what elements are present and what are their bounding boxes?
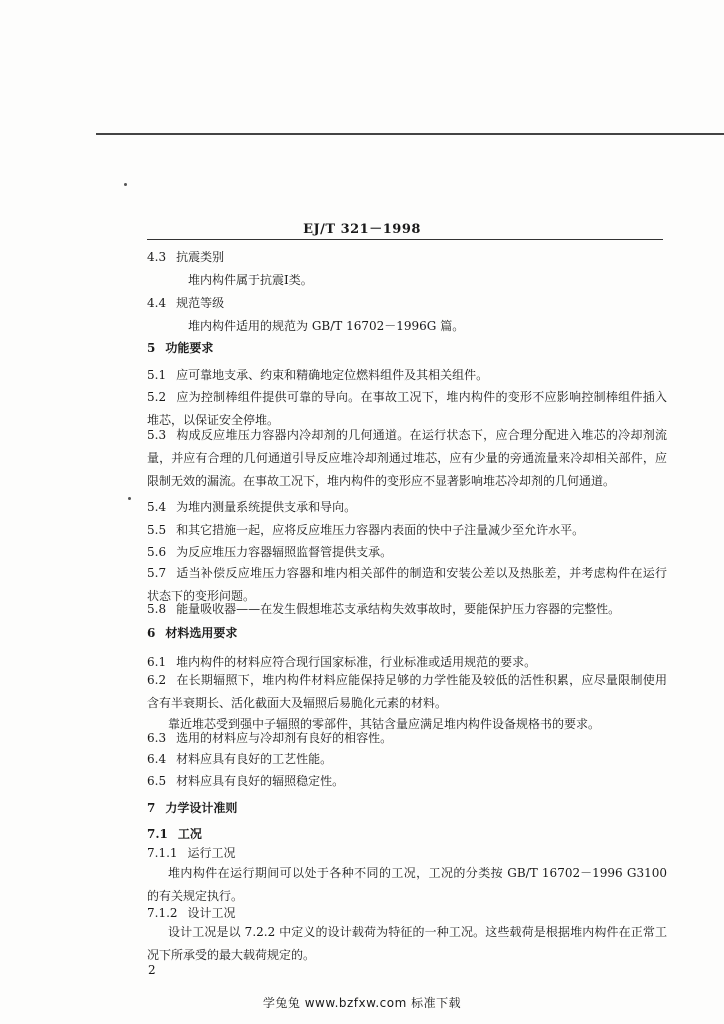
section-number: 7.1.2 bbox=[147, 906, 178, 920]
clause-text: 为堆内测量系统提供支承和导向。 bbox=[176, 500, 357, 514]
section-4-3-body: 堆内构件属于抗震Ⅰ类。 bbox=[188, 273, 313, 287]
clause-text: 应为控制棒组件提供可靠的导向。在事故工况下，堆内构件的变形不应影响控制棒组件插入堆芯，以保证安全停堆。 bbox=[147, 390, 667, 427]
footer-watermark: 学兔兔 www.bzfxw.com 标准下载 bbox=[262, 996, 462, 1010]
clause-6-3 bbox=[147, 727, 667, 750]
clause-text: 构成反应堆压力容器内冷却剂的几何通道。在运行状态下，应合理分配进入堆芯的冷却剂流量，并应有合理的几何通道引导反应堆冷却剂通过堆芯，应有少量的旁通流量来冷却相关部件，应限制无效的漏流。在事故工况下，堆内构件的变形应不显著影响堆芯冷却剂的几何通道。 bbox=[147, 428, 667, 488]
clause-text: 能量吸收器——在发生假想堆芯支承结构失效事故时，要能保护压力容器的完整性。 bbox=[176, 602, 621, 616]
clause-number: 6.3 bbox=[147, 731, 167, 745]
clause-number: 5.7 bbox=[147, 566, 167, 580]
clause-number: 6.5 bbox=[147, 774, 167, 788]
chapter-5-heading bbox=[147, 337, 667, 360]
clause-number: 5.3 bbox=[147, 428, 167, 442]
section-title: 运行工况 bbox=[187, 846, 236, 860]
clause-5-1 bbox=[147, 364, 667, 387]
section-number: 7.1.1 bbox=[147, 846, 178, 860]
clause-number: 5.4 bbox=[147, 500, 167, 514]
clause-number: 5.2 bbox=[147, 390, 167, 404]
section-7-1-2-body: 设计工况是以 7.2.2 中定义的设计载荷为特征的一种工况。这些载荷是根据堆内构件在正常工况下所承受的最大载荷规定的。 bbox=[147, 925, 667, 962]
clause-number: 6.2 bbox=[147, 673, 167, 687]
scan-speck bbox=[124, 183, 127, 186]
chapter-number: 7 bbox=[147, 801, 156, 815]
clause-text: 为反应堆压力容器辐照监督管提供支承。 bbox=[176, 545, 393, 559]
clause-number: 5.8 bbox=[147, 602, 167, 616]
clause-number: 5.1 bbox=[147, 368, 167, 382]
clause-6-2 bbox=[147, 669, 667, 715]
section-7-1-1-body: 堆内构件在运行期间可以处于各种不同的工况，工况的分类按 GB/T 16702－1996 G3100 的有关规定执行。 bbox=[147, 866, 667, 903]
clause-text: 材料应具有良好的工艺性能。 bbox=[176, 752, 333, 766]
section-number: 4.3 bbox=[147, 250, 167, 264]
clause-text: 和其它措施一起，应将反应堆压力容器内表面的快中子注量减少至允许水平。 bbox=[176, 523, 585, 537]
chapter-title: 材料选用要求 bbox=[165, 626, 238, 640]
clause-text: 选用的材料应与冷却剂有良好的相容性。 bbox=[176, 731, 393, 745]
chapter-title: 功能要求 bbox=[165, 341, 214, 355]
clause-number: 6.4 bbox=[147, 752, 167, 766]
page-number: 2 bbox=[148, 963, 156, 977]
clause-5-6 bbox=[147, 541, 667, 564]
section-4-3-heading bbox=[147, 246, 667, 269]
clause-6-2-cont: 靠近堆芯受到强中子辐照的零部件，其钴含量应满足堆内构件设备规格书的要求。 bbox=[168, 717, 601, 731]
chapter-number: 6 bbox=[147, 626, 156, 640]
clause-number: 5.6 bbox=[147, 545, 167, 559]
section-title: 设计工况 bbox=[187, 906, 236, 920]
clause-6-4 bbox=[147, 748, 667, 771]
clause-number: 6.1 bbox=[147, 655, 167, 669]
clause-text: 在长期辐照下，堆内构件材料应能保持足够的力学性能及较低的活性积累，应尽量限制使用含有半衰期长、活化截面大及辐照后易脆化元素的材料。 bbox=[147, 673, 667, 710]
chapter-7-heading bbox=[147, 797, 667, 820]
section-title: 规范等级 bbox=[176, 296, 225, 310]
standard-code: EJ/T 321－1998 bbox=[303, 222, 421, 237]
clause-number: 5.5 bbox=[147, 523, 167, 537]
clause-6-5 bbox=[147, 770, 667, 793]
clause-text: 材料应具有良好的辐照稳定性。 bbox=[176, 774, 345, 788]
clause-text: 堆内构件的材料应符合现行国家标准，行业标准或适用规范的要求。 bbox=[176, 655, 537, 669]
clause-5-4 bbox=[147, 496, 667, 519]
section-title: 工况 bbox=[177, 827, 202, 841]
section-title: 抗震类别 bbox=[176, 250, 225, 264]
section-4-4-body: 堆内构件适用的规范为 GB/T 16702－1996G 篇。 bbox=[188, 319, 465, 333]
section-4-4-heading bbox=[147, 292, 667, 315]
clause-text: 适当补偿反应堆压力容器和堆内相关部件的制造和安装公差以及热胀差，并考虑构件在运行状态下的变形问题。 bbox=[147, 566, 667, 603]
section-number: 7.1 bbox=[147, 827, 168, 841]
chapter-number: 5 bbox=[147, 341, 156, 355]
section-number: 4.4 bbox=[147, 296, 167, 310]
header-rule bbox=[147, 239, 663, 240]
clause-text: 应可靠地支承、约束和精确地定位燃料组件及其相关组件。 bbox=[176, 368, 489, 382]
clause-5-8 bbox=[147, 598, 667, 621]
chapter-6-heading bbox=[147, 622, 667, 645]
scan-speck bbox=[128, 497, 131, 500]
top-rule bbox=[96, 133, 724, 135]
chapter-title: 力学设计准则 bbox=[165, 801, 238, 815]
clause-5-5 bbox=[147, 519, 667, 542]
clause-5-3 bbox=[147, 424, 667, 493]
